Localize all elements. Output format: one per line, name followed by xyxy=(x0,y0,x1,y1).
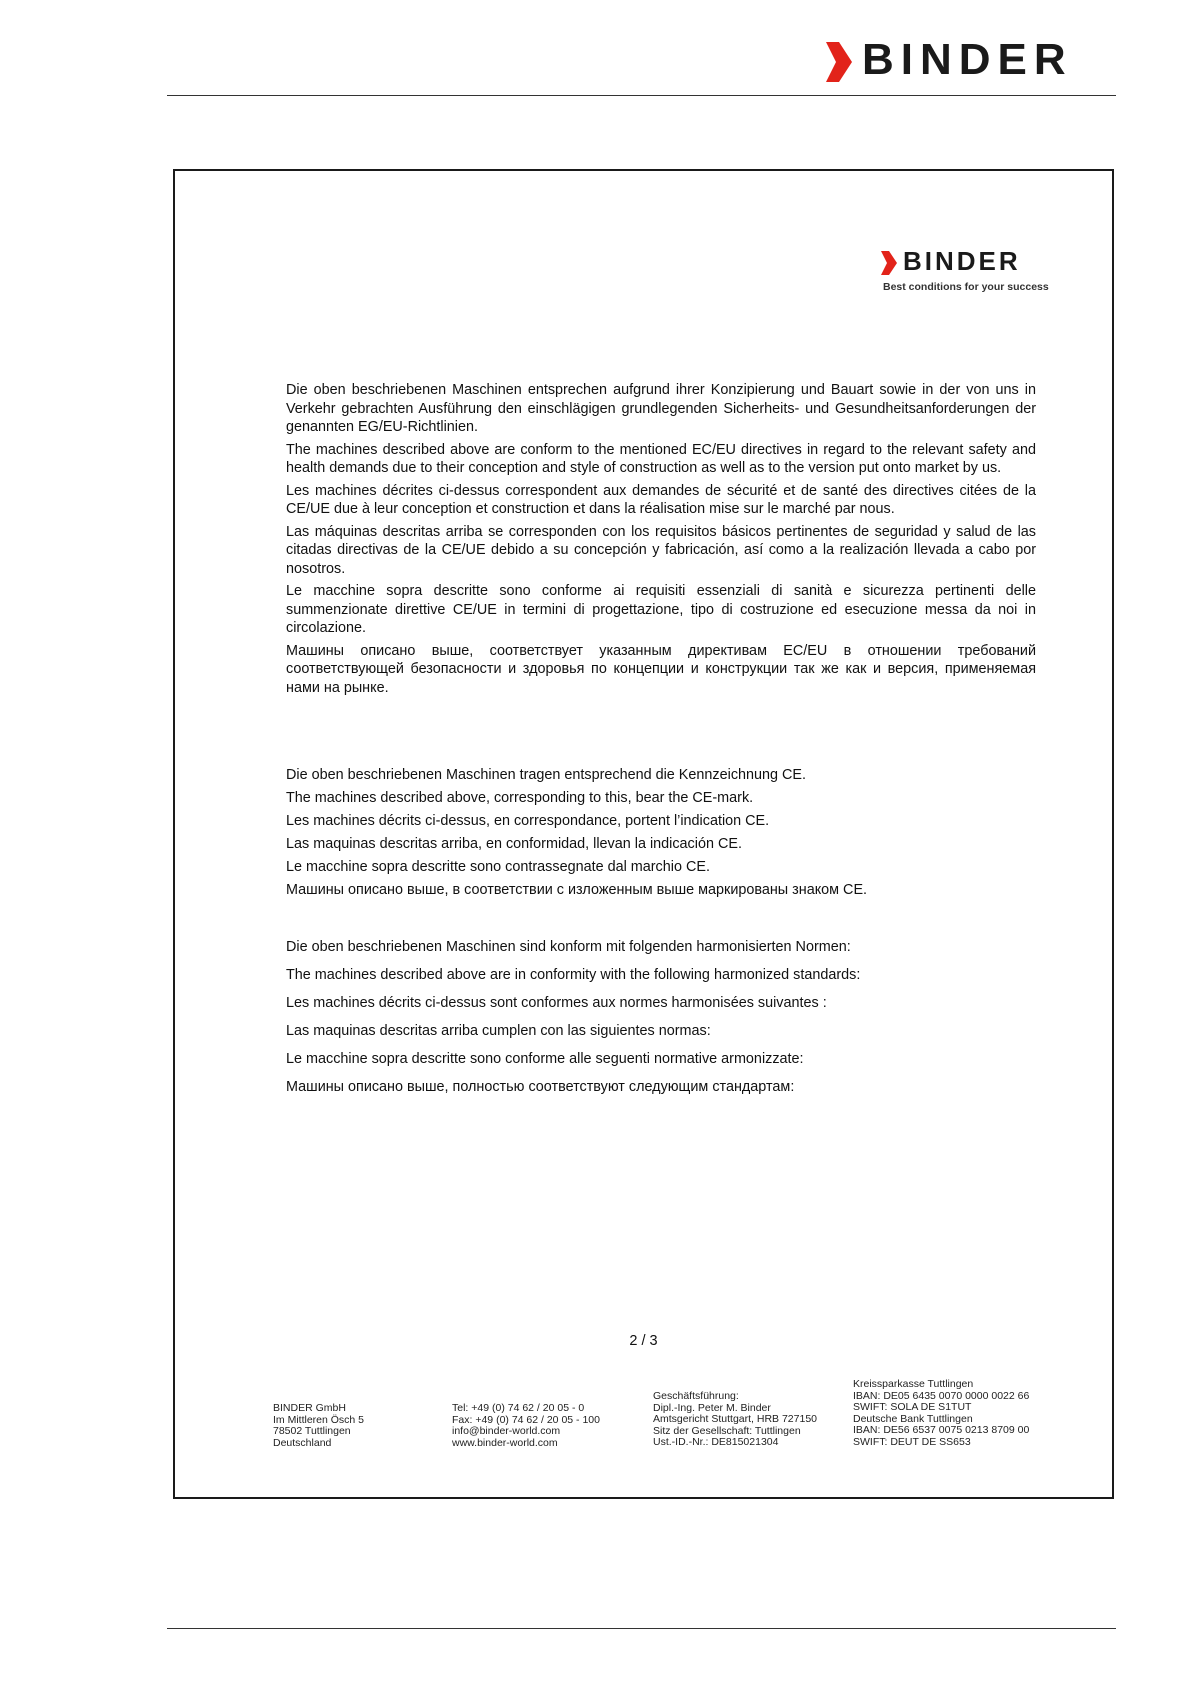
footer-line: Tel: +49 (0) 74 62 / 20 05 - 0 xyxy=(452,1402,585,1414)
logo-wordmark: BINDER xyxy=(862,35,1073,84)
ce-mark-section xyxy=(286,764,1036,902)
certificate-page xyxy=(173,169,1114,1499)
ce-mark-ru: Машины описано выше, в соответствии с изложенным выше маркированы знаком CE. xyxy=(286,882,868,898)
footer-divider xyxy=(167,1628,1116,1629)
footer-line: IBAN: DE05 6435 0070 0000 0022 66 xyxy=(853,1389,1030,1402)
footer-management xyxy=(653,1391,817,1449)
footer-contact xyxy=(452,1403,600,1449)
standards-en: The machines described above are in conformity with the following harmonized standards: xyxy=(286,967,861,983)
statement-ru: Машины описано выше, соответствует указанным директивам EC/EU в отношении требований соответствующей безопасности и здоровья по концепции и конструкции так же как и версия, применяемая нами на рынке. xyxy=(286,642,1036,696)
ce-mark-fr: Les machines décrits ci-dessus, en correspondance, portent l’indication CE. xyxy=(286,813,770,829)
footer-line: www.binder-world.com xyxy=(452,1436,558,1449)
page-header-logo xyxy=(826,35,1116,84)
footer-line: Im Mittleren Ösch 5 xyxy=(273,1413,365,1426)
standards-ru: Машины описано выше, полностью соответствуют следующим стандартам: xyxy=(286,1079,795,1095)
footer-line: Dipl.-Ing. Peter M. Binder xyxy=(653,1401,771,1414)
footer-line: Kreissparkasse Tuttlingen xyxy=(853,1378,974,1390)
footer-line: Deutsche Bank Tuttlingen xyxy=(853,1412,973,1425)
standards-de: Die oben beschriebenen Maschinen sind konform mit folgenden harmonisierten Normen: xyxy=(286,939,851,955)
binder-arrow-icon xyxy=(826,42,856,82)
page-number: 2 / 3 xyxy=(629,1333,658,1349)
footer-line: Geschäftsführung: xyxy=(653,1390,739,1402)
standards-es: Las maquinas descritas arriba cumplen con las siguientes normas: xyxy=(286,1023,711,1039)
conformity-statement-section xyxy=(286,381,1036,701)
footer-line: Amtsgericht Stuttgart, HRB 727150 xyxy=(653,1413,817,1425)
binder-arrow-icon xyxy=(881,251,899,275)
statement-es: Las máquinas descritas arriba se corresponden con los requisitos básicos pertinentes de seguridad y salud de las citadas directivas de la CE/UE debido a su concepción y fabricación, así como a la realización llevada a cabo por nosotros. xyxy=(286,523,1036,577)
footer-line: Sitz der Gesellschaft: Tuttlingen xyxy=(653,1424,801,1437)
standards-fr: Les machines décrits ci-dessus sont conformes aux normes harmonisées suivantes : xyxy=(286,995,827,1011)
harmonized-standards-section xyxy=(286,933,1036,1101)
header-divider xyxy=(167,95,1116,96)
footer-line: info@binder-world.com xyxy=(452,1425,561,1437)
standards-it: Le macchine sopra descritte sono conforme alle seguenti normative armonizzate: xyxy=(286,1051,804,1067)
footer-line: 78502 Tuttlingen xyxy=(273,1425,351,1437)
footer-line: Fax: +49 (0) 74 62 / 20 05 - 100 xyxy=(452,1413,600,1426)
footer-line: Deutschland xyxy=(273,1436,332,1449)
footer-line: Ust.-ID.-Nr.: DE815021304 xyxy=(653,1436,779,1448)
footer-line: BINDER GmbH xyxy=(273,1402,346,1414)
footer-bank-details xyxy=(853,1379,1029,1448)
ce-mark-it: Le macchine sopra descritte sono contrassegnate dal marchio CE. xyxy=(286,859,710,875)
footer-line: IBAN: DE56 6537 0075 0213 8709 00 xyxy=(853,1424,1030,1436)
logo-wordmark: BINDER xyxy=(903,246,1021,276)
statement-it: Le macchine sopra descritte sono conforme ai requisiti essenziali di sanità e sicurezza pertinenti delle summenzionate direttive CE/UE in termini di progettazione, tipo di costruzione ed esecuzione messa da noi in circolazione. xyxy=(286,583,1036,636)
logo-tagline: Best conditions for your success xyxy=(883,281,1049,293)
footer-line: SWIFT: DEUT DE SS653 xyxy=(853,1435,971,1448)
footer-company-address xyxy=(273,1403,364,1449)
ce-mark-en: The machines described above, corresponding to this, bear the CE-mark. xyxy=(286,790,754,806)
ce-mark-de: Die oben beschriebenen Maschinen tragen entsprechend die Kennzeichnung CE. xyxy=(286,767,807,783)
statement-fr: Les machines décrites ci-dessus correspondent aux demandes de sécurité et de santé des directives citées de la CE/UE due à leur conception et construction et dans la réalisation mise sur le marché par nous. xyxy=(286,482,1036,517)
statement-de: Die oben beschriebenen Maschinen entsprechen aufgrund ihrer Konzipierung und Bauart sowie in der von uns in Verkehr gebrachten Ausführung den einschlägigen grundlegenden Sicherheits- und Gesundheitsanforderungen der genannten EG/EU-Richtlinien. xyxy=(286,382,1036,435)
statement-en: The machines described above are conform to the mentioned EC/EU directives in regard to the relevant safety and health demands due to their conception and style of construction as well as to the version put onto market by us. xyxy=(286,441,1036,476)
footer-line: SWIFT: SOLA DE S1TUT xyxy=(853,1401,972,1413)
ce-mark-es: Las maquinas descritas arriba, en conformidad, llevan la indicación CE. xyxy=(286,836,742,852)
